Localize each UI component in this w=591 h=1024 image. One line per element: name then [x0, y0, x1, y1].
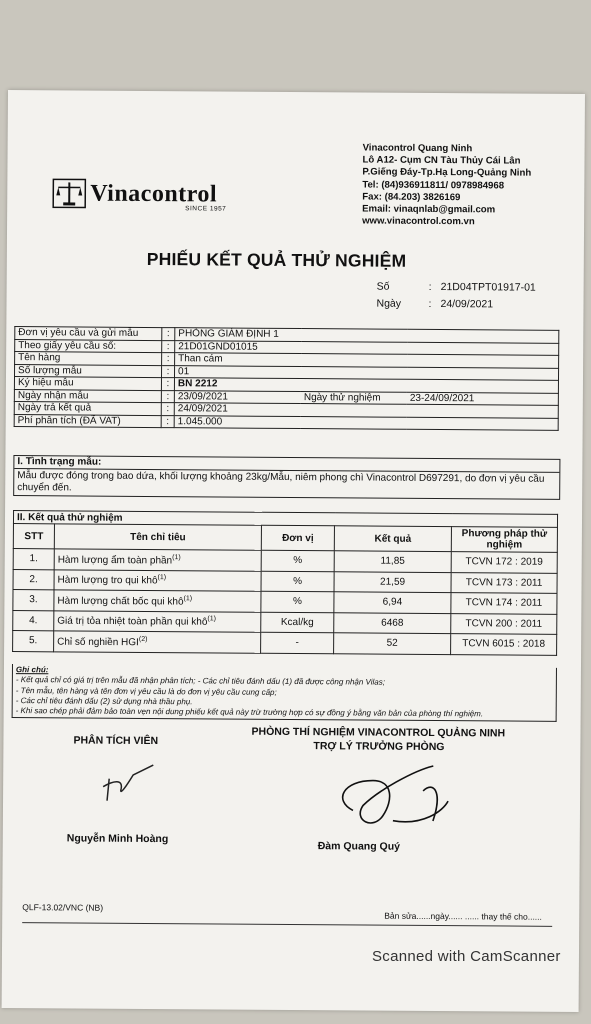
requester-value: PHÒNG GIÁM ĐỊNH 1	[175, 328, 559, 343]
revision-text: Bản sửa......ngày...... ...... thay thế cho......	[384, 910, 542, 922]
row-result-text: 21,59	[380, 576, 406, 588]
table-row: Ký hiệu mẫu : BN 2212	[14, 377, 558, 393]
goods-value: Than cám	[175, 353, 559, 368]
row-name-text: Hàm lượng ẩm toàn phần	[57, 554, 173, 567]
sample-code-value: BN 2212	[174, 378, 558, 393]
header-method: Phương pháp thử nghiệm	[451, 527, 557, 553]
row-stt	[13, 569, 54, 590]
results-heading: II. Kết quả thử nghiệm	[13, 511, 557, 528]
assistant-title: TRỢ LÝ TRƯỞNG PHÒNG	[313, 740, 445, 754]
table-row: Số lượng mẫu : 01	[14, 364, 558, 380]
sample-state-section	[13, 455, 560, 500]
row-unit	[261, 612, 334, 633]
sample-info-table	[14, 326, 560, 431]
lab-tel: Tel: (84)936911811/ 0978984968	[362, 179, 505, 192]
assistant-signature	[323, 760, 464, 841]
row-stt	[13, 549, 54, 570]
row-name	[54, 610, 261, 632]
table-row: Tên hàng : Than cám	[15, 352, 559, 368]
lab-fax: Fax: (84.203) 3826169	[362, 191, 461, 203]
table-row: Ngày nhận mẫu : 23/09/2021 Ngày thử nghiệm 23-24/09/2021	[14, 389, 558, 405]
row-method	[451, 613, 557, 634]
row-name-footnote: (1)	[157, 574, 167, 582]
row-unit	[261, 591, 334, 612]
fee-label: Phí phân tích (ĐÃ VAT)	[14, 414, 161, 428]
document-number-block: Số : 21D04TPT01917-01 Ngày : 24/09/2021	[376, 279, 535, 314]
row-method-text: TCVN 174 : 2011	[465, 597, 543, 609]
analyst-signature	[93, 761, 163, 811]
row-method-text: TCVN 200 : 2011	[465, 617, 543, 630]
row-result-text: 11,85	[380, 555, 405, 568]
lab-address-2: P.Giếng Đáy-Tp.Hạ Long-Quảng Ninh	[362, 166, 532, 180]
sample-state-heading: I. Tình trạng mẫu:	[14, 456, 559, 473]
row-stt-text: 2.	[29, 573, 38, 585]
test-date-value: 23-24/09/2021	[407, 392, 559, 406]
fee-value: 1.045.000	[174, 415, 558, 430]
note-line: - Kết quả chỉ có giá trị trên mẫu đã nhận phân tích; - Các chỉ tiêu đánh dấu (1) đã được công nhận Vilas;	[15, 675, 385, 687]
received-date-value: 23/09/2021	[174, 390, 301, 403]
lab-contact-block	[362, 142, 531, 229]
table-header-row	[13, 524, 557, 553]
row-method	[451, 552, 557, 573]
row-name-footnote: (1)	[183, 594, 193, 602]
assistant-name: Đàm Quang Quý	[317, 840, 401, 853]
row-result	[334, 633, 451, 654]
row-name-footnote: (1)	[172, 553, 181, 561]
row-unit	[261, 550, 334, 571]
results-table	[12, 510, 558, 655]
row-stt-text: 3.	[29, 594, 38, 606]
return-date-value: 24/09/2021	[174, 403, 558, 418]
doc-number-value: 21D04TPT01917-01	[440, 281, 536, 294]
sample-state-text: Mẫu được đóng trong bao dứa, khối lượng khoảng 23kg/Mẫu, niêm phong chì Vinacontrol D697291, do đơn vị yêu cầu chuyển đến.	[17, 470, 545, 494]
note-line: - Các chỉ tiêu đánh dấu (2) sử dụng nhà thầu phụ.	[15, 695, 193, 707]
note-line: - Tên mẫu, tên hàng và tên đơn vị yêu cầu là do đơn vị yêu cầu cung cấp;	[15, 685, 277, 697]
header-unit: Đơn vị	[261, 525, 334, 551]
row-unit-text: %	[292, 596, 302, 608]
row-result-text: 6,94	[382, 596, 403, 609]
row-name-text: Chỉ số nghiền HGI	[57, 636, 139, 648]
row-name-text: Giá trị tỏa nhiệt toàn phần qui khô	[57, 615, 208, 628]
row-method	[451, 593, 557, 614]
notes-section	[12, 664, 557, 722]
table-row: Theo giấy yêu cầu số: : 21D01GND01015	[15, 339, 559, 355]
sample-code-label: Ký hiệu mẫu	[14, 377, 161, 391]
goods-label: Tên hàng	[15, 352, 162, 366]
row-method	[451, 634, 557, 655]
row-stt	[13, 590, 54, 611]
row-result-text: 6468	[381, 617, 404, 629]
received-date-label: Ngày nhận mẫu	[14, 389, 161, 403]
row-unit-text: %	[293, 555, 303, 567]
requester-label: Đơn vị yêu cầu và gửi mẫu	[15, 327, 162, 341]
return-date-label: Ngày trả kết quả	[14, 402, 161, 416]
request-label: Theo giấy yêu cầu số:	[15, 339, 162, 353]
page-title: PHIẾU KẾT QUẢ THỬ NGHIỆM	[146, 248, 407, 271]
row-name	[54, 569, 261, 591]
row-unit	[261, 632, 334, 653]
row-name-text: Hàm lượng tro qui khô	[57, 574, 158, 587]
row-unit-text: Kcal/kg	[280, 616, 314, 628]
note-line: - Khi sao chép phải đảm bảo toàn vẹn nội dung phiếu kết quả này trừ trường hợp có sự đồng ý bằng văn bản của phòng thí nghiệm.	[15, 706, 484, 719]
document-page	[2, 90, 585, 1012]
row-method-text: TCVN 6015 : 2018	[462, 638, 546, 651]
row-result-text: 52	[386, 637, 398, 649]
quantity-label: Số lượng mẫu	[14, 364, 161, 378]
doc-date-value: 24/09/2021	[440, 298, 494, 311]
form-code: QLF-13.02/VNC (NB)	[22, 902, 104, 913]
doc-date-label: Ngày	[376, 297, 402, 310]
lab-name: Vinacontrol Quang Ninh	[362, 142, 473, 155]
row-name	[54, 590, 261, 612]
row-result	[334, 592, 451, 613]
row-name-footnote: (1)	[207, 615, 217, 623]
row-unit-text: -	[295, 637, 299, 649]
row-result	[334, 551, 451, 572]
row-method-text: TCVN 172 : 2019	[465, 556, 543, 568]
table-row: Đơn vị yêu cầu và gửi mẫu : PHÒNG GIÁM ĐỊNH 1	[15, 327, 559, 343]
footer-divider	[22, 922, 552, 927]
logo-wordmark: Vinacontrol	[90, 180, 218, 208]
row-result	[334, 571, 451, 592]
row-unit	[261, 571, 334, 592]
analyst-name: Nguyễn Minh Hoàng	[66, 832, 169, 846]
notes-heading: Ghi chú:	[15, 665, 49, 675]
row-stt-text: 5.	[28, 635, 38, 647]
quantity-value: 01	[174, 365, 558, 380]
row-name-footnote: (2)	[138, 635, 148, 643]
table-row: Phí phân tích (ĐÃ VAT) : 1.045.000	[14, 414, 558, 430]
scanner-watermark: Scanned with CamScanner	[372, 948, 561, 965]
header-name: Tên chỉ tiêu	[54, 524, 261, 550]
row-name	[54, 631, 261, 653]
logo-since: SINCE 1957	[185, 205, 227, 213]
row-unit-text: %	[293, 575, 303, 587]
row-stt	[13, 631, 54, 652]
lab-address-1: Lô A12- Cụm CN Tàu Thủy Cái Lân	[362, 154, 521, 167]
lab-title: PHÒNG THÍ NGHIỆM VINACONTROL QUẢNG NINH	[251, 725, 506, 740]
row-stt	[13, 610, 54, 631]
scales-icon	[52, 178, 86, 208]
table-row	[13, 631, 557, 655]
row-stt-text: 4.	[29, 614, 38, 626]
header-stt: STT	[13, 524, 54, 549]
header-result: Kết quả	[334, 526, 451, 552]
table-row: Ngày trả kết quả : 24/09/2021	[14, 402, 558, 418]
row-method	[451, 572, 557, 593]
row-result	[334, 612, 451, 633]
analyst-title: PHÂN TÍCH VIÊN	[73, 734, 159, 748]
request-value: 21D01GND01015	[175, 340, 559, 355]
row-stt-text: 1.	[29, 553, 38, 565]
row-name-text: Hàm lượng chất bốc qui khô	[57, 595, 184, 608]
row-name	[54, 549, 261, 571]
row-method-text: TCVN 173 : 2011	[465, 576, 543, 589]
lab-email: Email: vinaqnlab@gmail.com	[362, 203, 496, 216]
test-date-label: Ngày thử nghiệm	[301, 391, 407, 404]
lab-website: www.vinacontrol.com.vn	[362, 215, 475, 228]
doc-number-label: Số	[376, 280, 390, 293]
